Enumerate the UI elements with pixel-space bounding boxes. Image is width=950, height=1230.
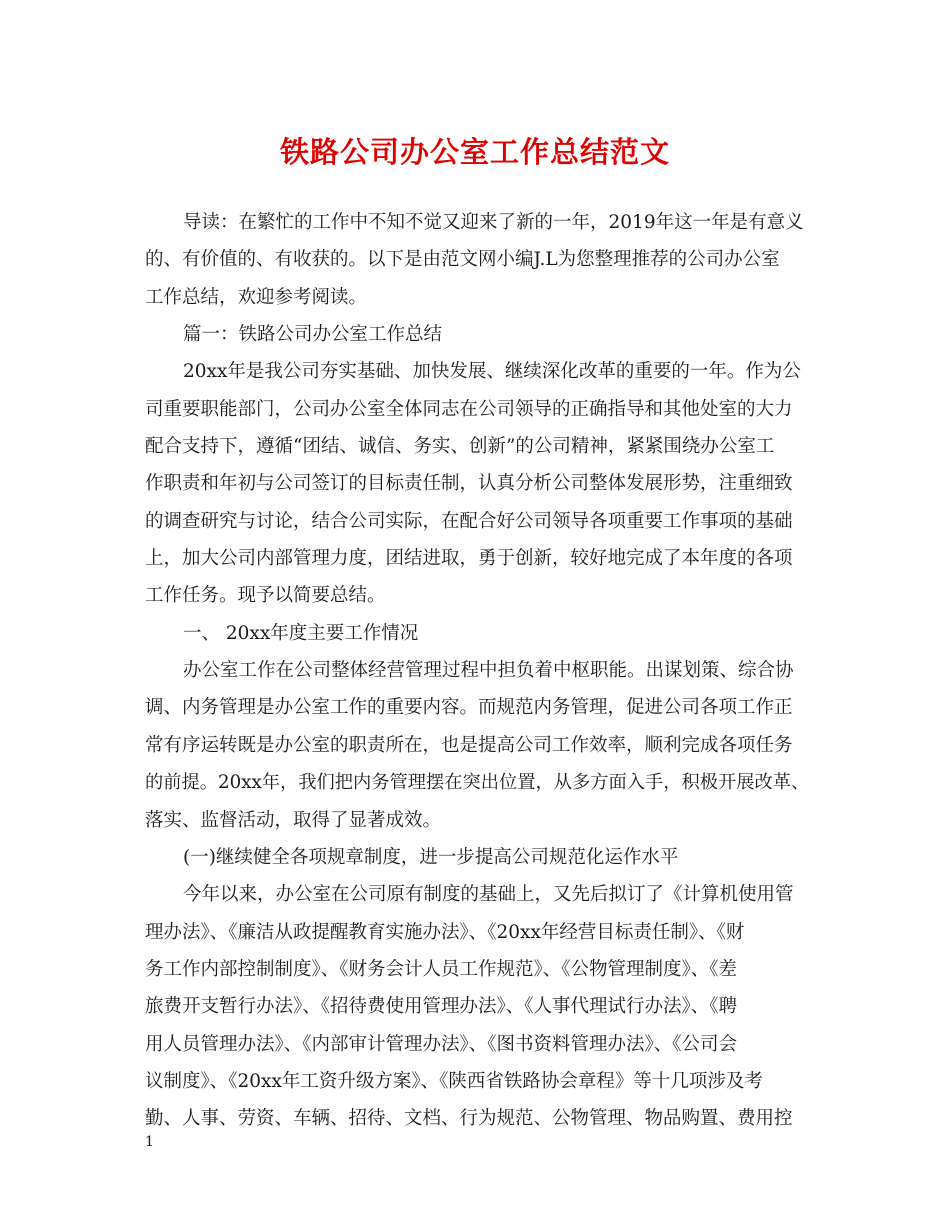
text-line: 导读：在繁忙的工作中不知不觉又迎来了新的一年，2019年这一年是有意义 bbox=[183, 212, 804, 233]
text-line: 工作总结，欢迎参考阅读。 bbox=[145, 286, 368, 308]
text-line: 落实、监督活动，取得了显著成效。 bbox=[145, 809, 442, 831]
text-line: 20xx年是我公司夯实基础、加快发展、继续深化改革的重要的一年。作为公 bbox=[183, 361, 801, 383]
text-line: (一)继续健全各项规章制度，进一步提高公司规范化运作水平 bbox=[183, 846, 679, 868]
page-number: 1 bbox=[145, 1134, 154, 1150]
text-line: 司重要职能部门，公司办公室全体同志在公司领导的正确指导和其他处室的大力 bbox=[145, 398, 793, 420]
text-line: 配合支持下，遵循“团结、诚信、务实、创新”的公司精神，紧紧围绕办公室工 bbox=[145, 436, 775, 458]
text-line: 勤、人事、劳资、车辆、招待、文档、行为规范、公物管理、物品购置、费用控 bbox=[145, 1108, 793, 1130]
text-line: 常有序运转既是办公室的职责所在，也是提高公司工作效率，顺利完成各项任务 bbox=[145, 734, 793, 756]
text-line: 理办法》、《廉洁从政提醒教育实施办法》、《20xx年经营目标责任制》、《财 bbox=[145, 921, 745, 943]
text-line: 工作任务。现予以简要总结。 bbox=[145, 585, 386, 607]
document-title: 铁路公司办公室工作总结范文 bbox=[279, 135, 670, 169]
text-line: 的前提。20xx年，我们把内务管理摆在突出位置，从多方面入手，积极开展改革、 bbox=[145, 772, 810, 794]
text-line: 篇一：铁路公司办公室工作总结 bbox=[183, 324, 443, 346]
text-line: 一、 20xx年度主要工作情况 bbox=[183, 622, 419, 644]
text-line: 上，加大公司内部管理力度，团结进取，勇于创新，较好地完成了本年度的各项 bbox=[145, 548, 793, 570]
text-line: 务工作内部控制制度》、《财务会计人员工作规范》、《公物管理制度》、《差 bbox=[145, 958, 738, 980]
text-line: 的、有价值的、有收获的。以下是由范文网小编J.L为您整理推荐的公司办公室 bbox=[145, 249, 780, 271]
text-line: 今年以来，办公室在公司原有制度的基础上，又先后拟订了《计算机使用管 bbox=[183, 884, 794, 906]
text-line: 用人员管理办法》、《内部审计管理办法》、《图书资料管理办法》、《公司会 bbox=[145, 1033, 738, 1055]
text-line: 旅费开支暂行办法》、《招待费使用管理办法》、《人事代理试行办法》、《聘 bbox=[145, 996, 738, 1018]
text-line: 作职责和年初与公司签订的目标责任制，认真分析公司整体发展形势，注重细致 bbox=[145, 473, 793, 495]
text-line: 办公室工作在公司整体经营管理过程中担负着中枢职能。出谋划策、综合协 bbox=[183, 660, 794, 682]
text-line: 调、内务管理是办公室工作的重要内容。而规范内务管理，促进公司各项工作正 bbox=[145, 697, 793, 719]
text-line: 的调查研究与讨论，结合公司实际，在配合好公司领导各项重要工作事项的基础 bbox=[145, 510, 793, 532]
document-body bbox=[145, 204, 810, 1138]
text-line: 议制度》、《20xx年工资升级方案》、《陕西省铁路协会章程》等十几项涉及考 bbox=[145, 1070, 763, 1092]
